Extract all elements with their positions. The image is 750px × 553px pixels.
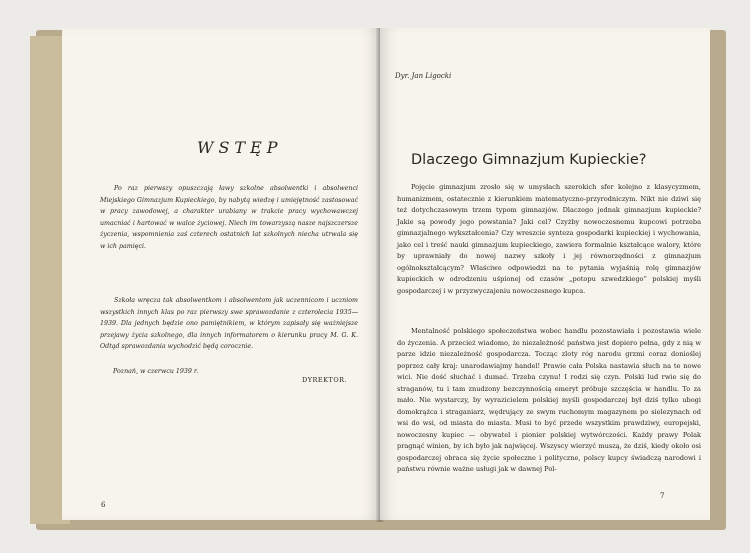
author-line: Dyr. Jan Ligocki [395, 72, 452, 80]
paragraph: Pojęcie gimnazjum zrosło się w umysłach szerokich sfer kolejno z klasycyzmem, humanizmem, ostatecznie z kierunkiem matematyczno-przyrodniczym. Nikt nie dziwi się też dotychczasowym trzem typom gimnazjów. Dlaczego jednak gimnazjum kupieckie? Jakie są powody jego powstania? Jaki cel? Czyżby nowoczesnemu kupcowi potrzeba gimnazjalnego wykształcenia? Czy wreszcie synteza gospodarki kupieckiej i wychowania, jako cel i treść nauki gimnazjum kupieckiego, zawiera formalnie kształcące walory, które by uprawniały do nowej nazwy szkoły i jej równorzędności z gimnazjum ogólnokształcącym? Właściwe odpowiedzi na te pytania wyjaśnią rolę gimnazjów kupieckich w odrodzeniu uśpionej od czasów „potopu szwedzkiego” polskiej myśli gospodarczej i w przyzwyczajeniu nowoczesnego kupca. [397, 183, 701, 295]
article-title: Dlaczego Gimnazjum Kupieckie? [411, 152, 647, 168]
paragraph: Szkoła wręcza tak absolwentkom i absolwentom jak uczennicom i uczniom wszystkich innych klas po raz pierwszy swe sprawozdanie z czterolecia 1935—1939. Dla jednych będzie ono pamiętnikiem, w którym zapisały się ważniejsze przejawy życia szkolnego, dla innych informatorem o kierunku pracy M. G. K. Odtąd sprawozdania wychodzić będą corocznie. [100, 297, 358, 351]
paragraph: Po raz pierwszy opuszczają ławy szkolne absolwentki i absolwenci Miejskiego Gimnazjum Kupieckiego, by nabytą wiedzę i umiejętność zastosować w pracy zawodowej, a charakter urabiany w trakcie pracy wychowawczej umacniać i hartować w walce życiowej. Niech im towarzyszą nasze najszczersze życzenia, wspomnienia zaś czterech ostatnich lat szkolnych niecha utrwala się w ich pamięci. [100, 185, 358, 250]
dateline: Poznań, w czerwcu 1939 r. [113, 368, 199, 375]
page-number: 7 [660, 492, 665, 500]
page-number: 6 [101, 501, 106, 509]
signature: DYREKTOR. [302, 376, 348, 384]
paragraph: Mentalność polskiego społeczeństwa wobec handlu pozostawiała i pozostawia wiele do życzenia. A przecież wiadomo, że niezależność państwa jest dopiero pełna, gdy z nią w parze idzie niezależność gospodarcza. Tocząc zloty róg narodu grzmi coraz donioślej poprzez cały kraj: unarodawiajmy handel! Prawie cała Polska nastawia słuch na te nowe wici. Nie dość słuchać i dumać. Trzeba czynu! I rodzi się czyn. Polski lud rwie się do straganów, tu i tam znudzony bezczynnością emeryt próbuje szczęścia w handlu. To za mało. Nie wystarczy, by wyrazicielem polskiej myśli gospodarczej był dziś tylko ubogi domokrążca i straganiarz, wędrujący ze swym ruchomym magazynem po sielezynach od wsi do wsi, od miasta do miasta. Musi to być przede wszystkim prawdziwy, europejski, nowoczesny kupiec — obywatel i pionier polskiej wytwórczości. Każdy prawy Polak pragnąć winien, by ich było jak najwięcej. Wszyscy wierzyć muszą, że dziś, kiedy około osi gospodarczej obraca się życie społeczne i polityczne, polscy kupcy świadczą narodowi i państwu równie ważne usługi jak w dawnej Pol- [397, 327, 701, 473]
page-title: WSTĘP [197, 138, 283, 157]
left-page [62, 28, 380, 520]
right-page [380, 28, 710, 520]
